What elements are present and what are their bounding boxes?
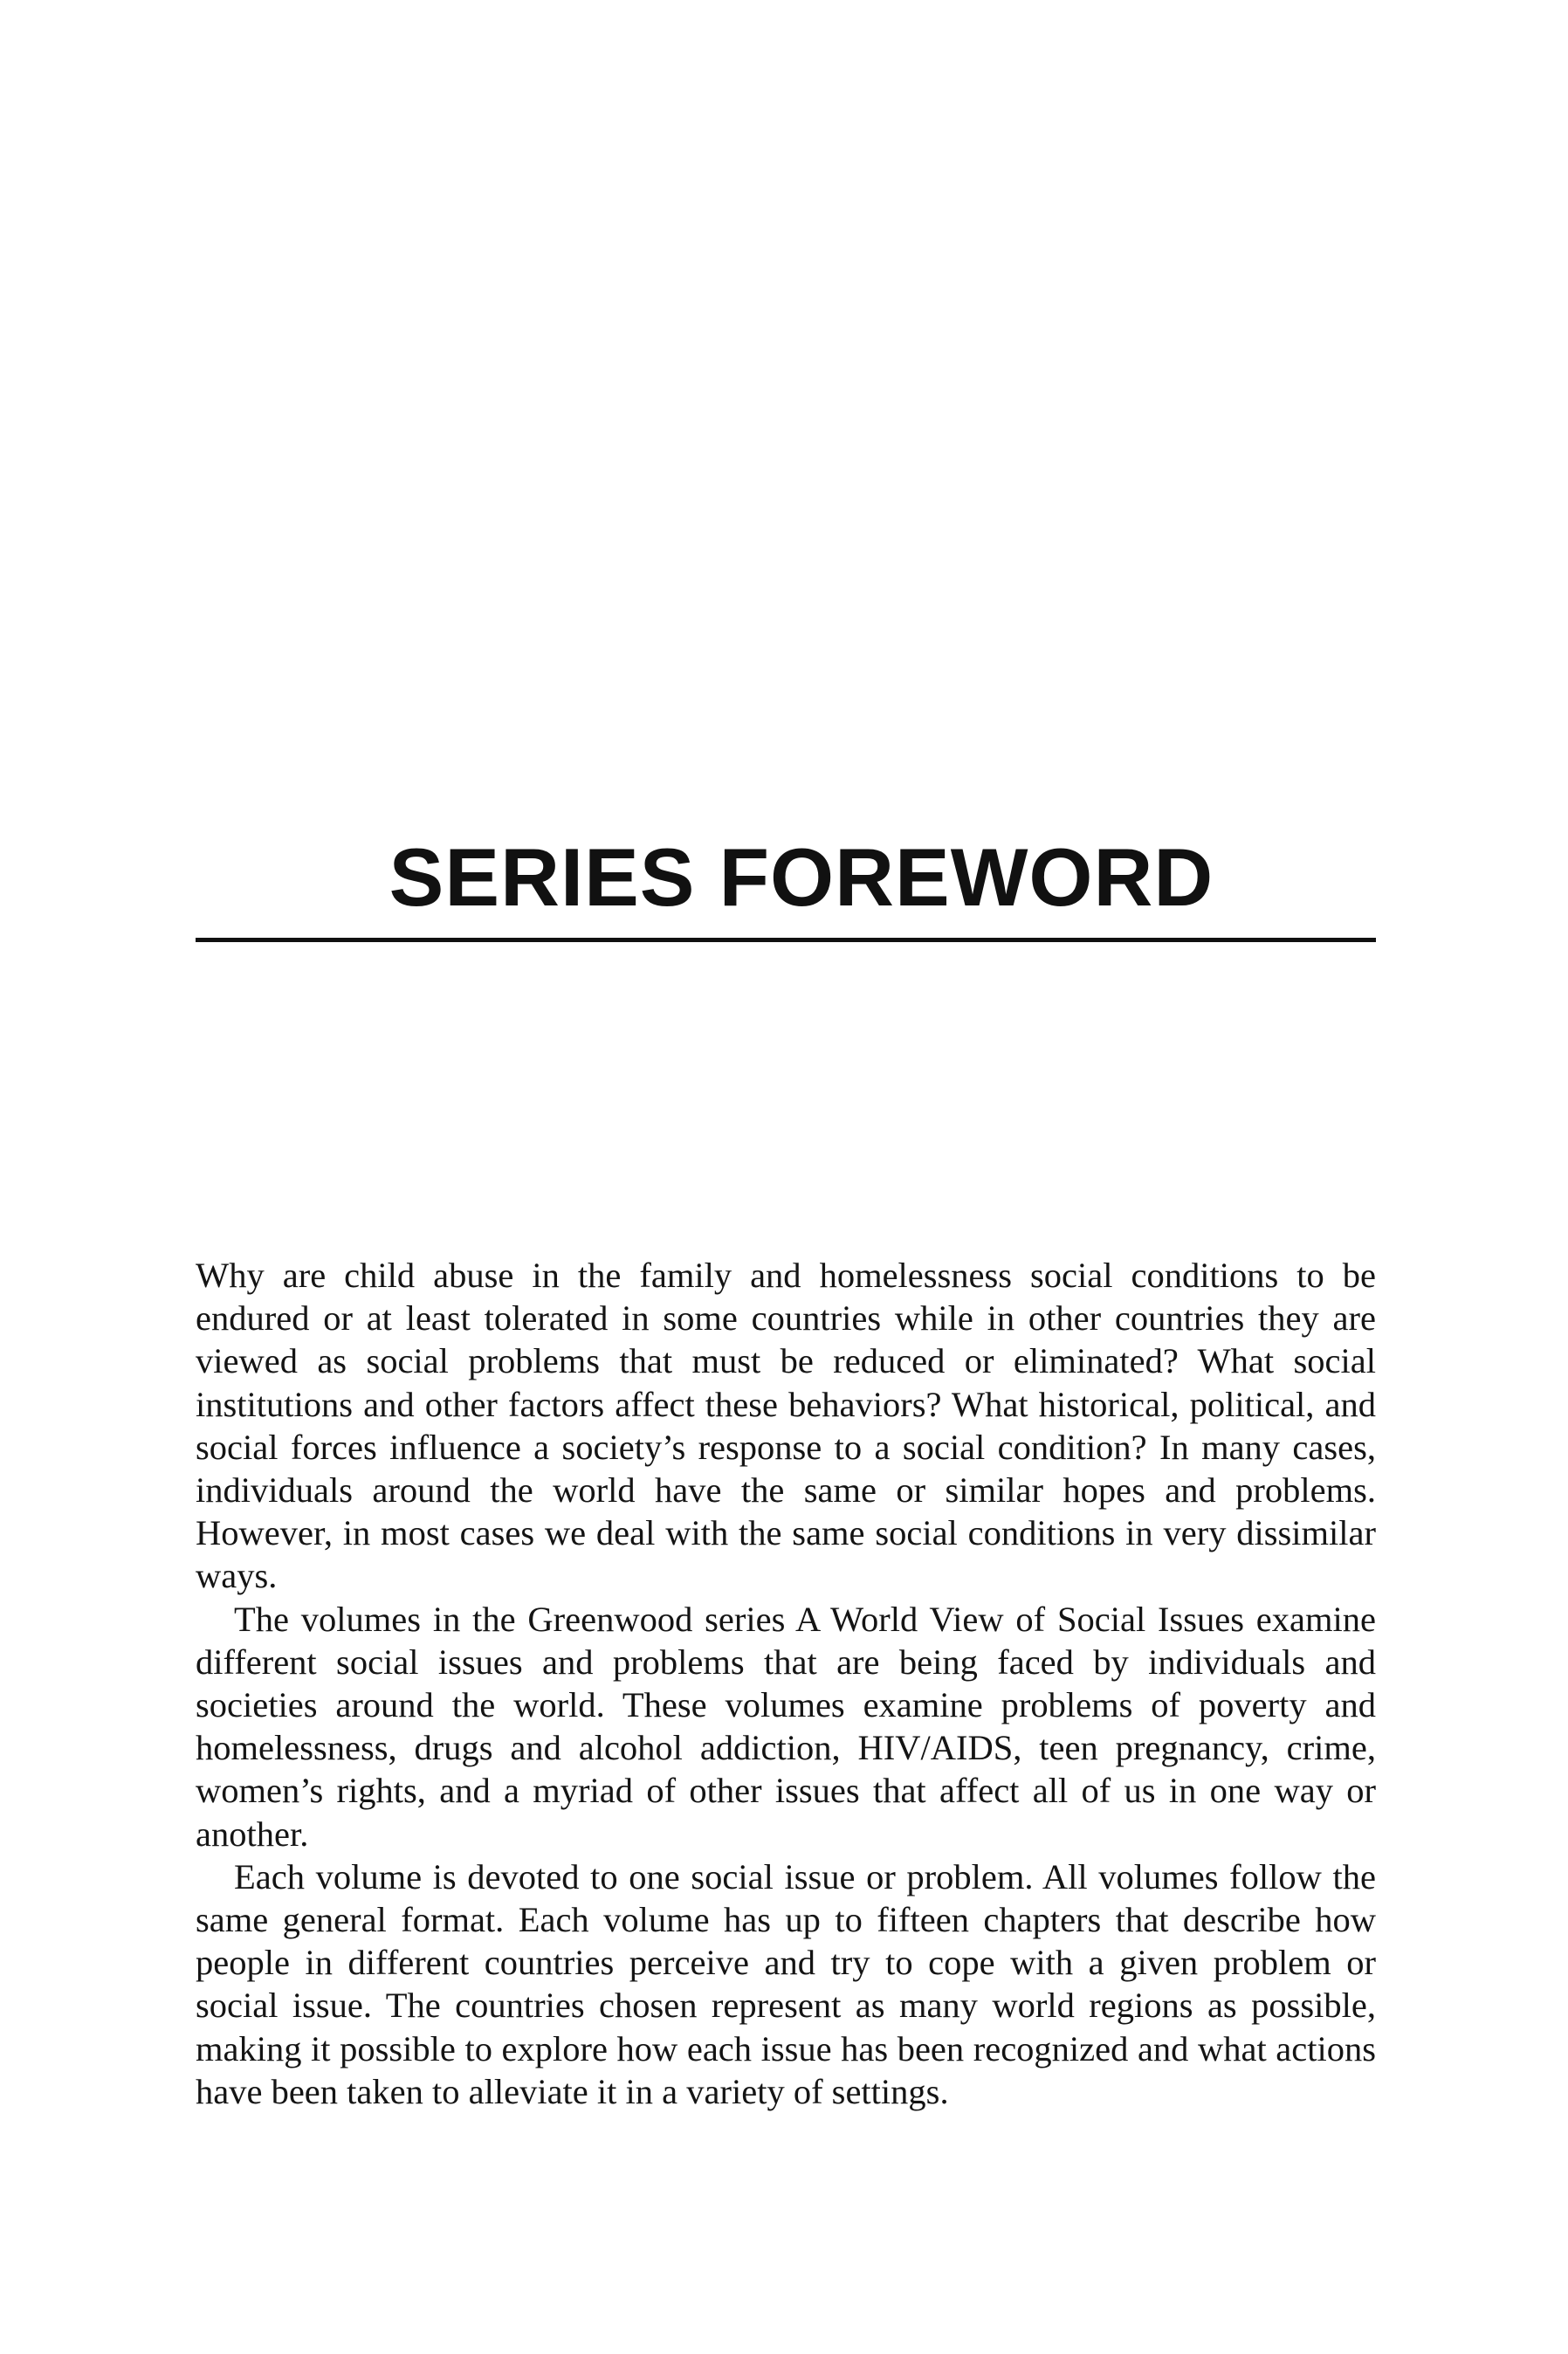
paragraph-2: The volumes in the Greenwood series A World View of Social Issues examine different social issues and problems that are being faced by individuals and societies around the world. These volumes examine problems of poverty and homelessness, drugs and alcohol addiction, HIV/AIDS, teen pregnancy, crime, women’s rights, and a myriad of other issues that affect all of us in one way or another. bbox=[196, 1599, 1376, 1854]
body-text bbox=[196, 1254, 1376, 2113]
page-title: SERIES FOREWORD bbox=[389, 831, 1214, 923]
paragraph-3: Each volume is devoted to one social issue or problem. All volumes follow the same general format. Each volume has up to fifteen chapters that describe how people in different countries perceive and try to cope with a given problem or social issue. The countries chosen represent as many world regions as possible, making it possible to explore how each issue has been recognized and what actions have been taken to alleviate it in a variety of settings. bbox=[196, 1856, 1376, 2111]
heading-block bbox=[196, 829, 1376, 942]
paragraph-1: Why are child abuse in the family and homelessness social conditions to be endured or at least tolerated in some countries while in other countries they are viewed as social problems that must be reduced or eliminated? What social institutions and other factors affect these behaviors? What historical, political, and social forces influence a society’s response to a social condition? In many cases, individuals around the world have the same or similar hopes and problems. However, in most cases we deal with the same social conditions in very dissimilar ways. bbox=[196, 1256, 1376, 1596]
title-rule bbox=[196, 938, 1376, 942]
